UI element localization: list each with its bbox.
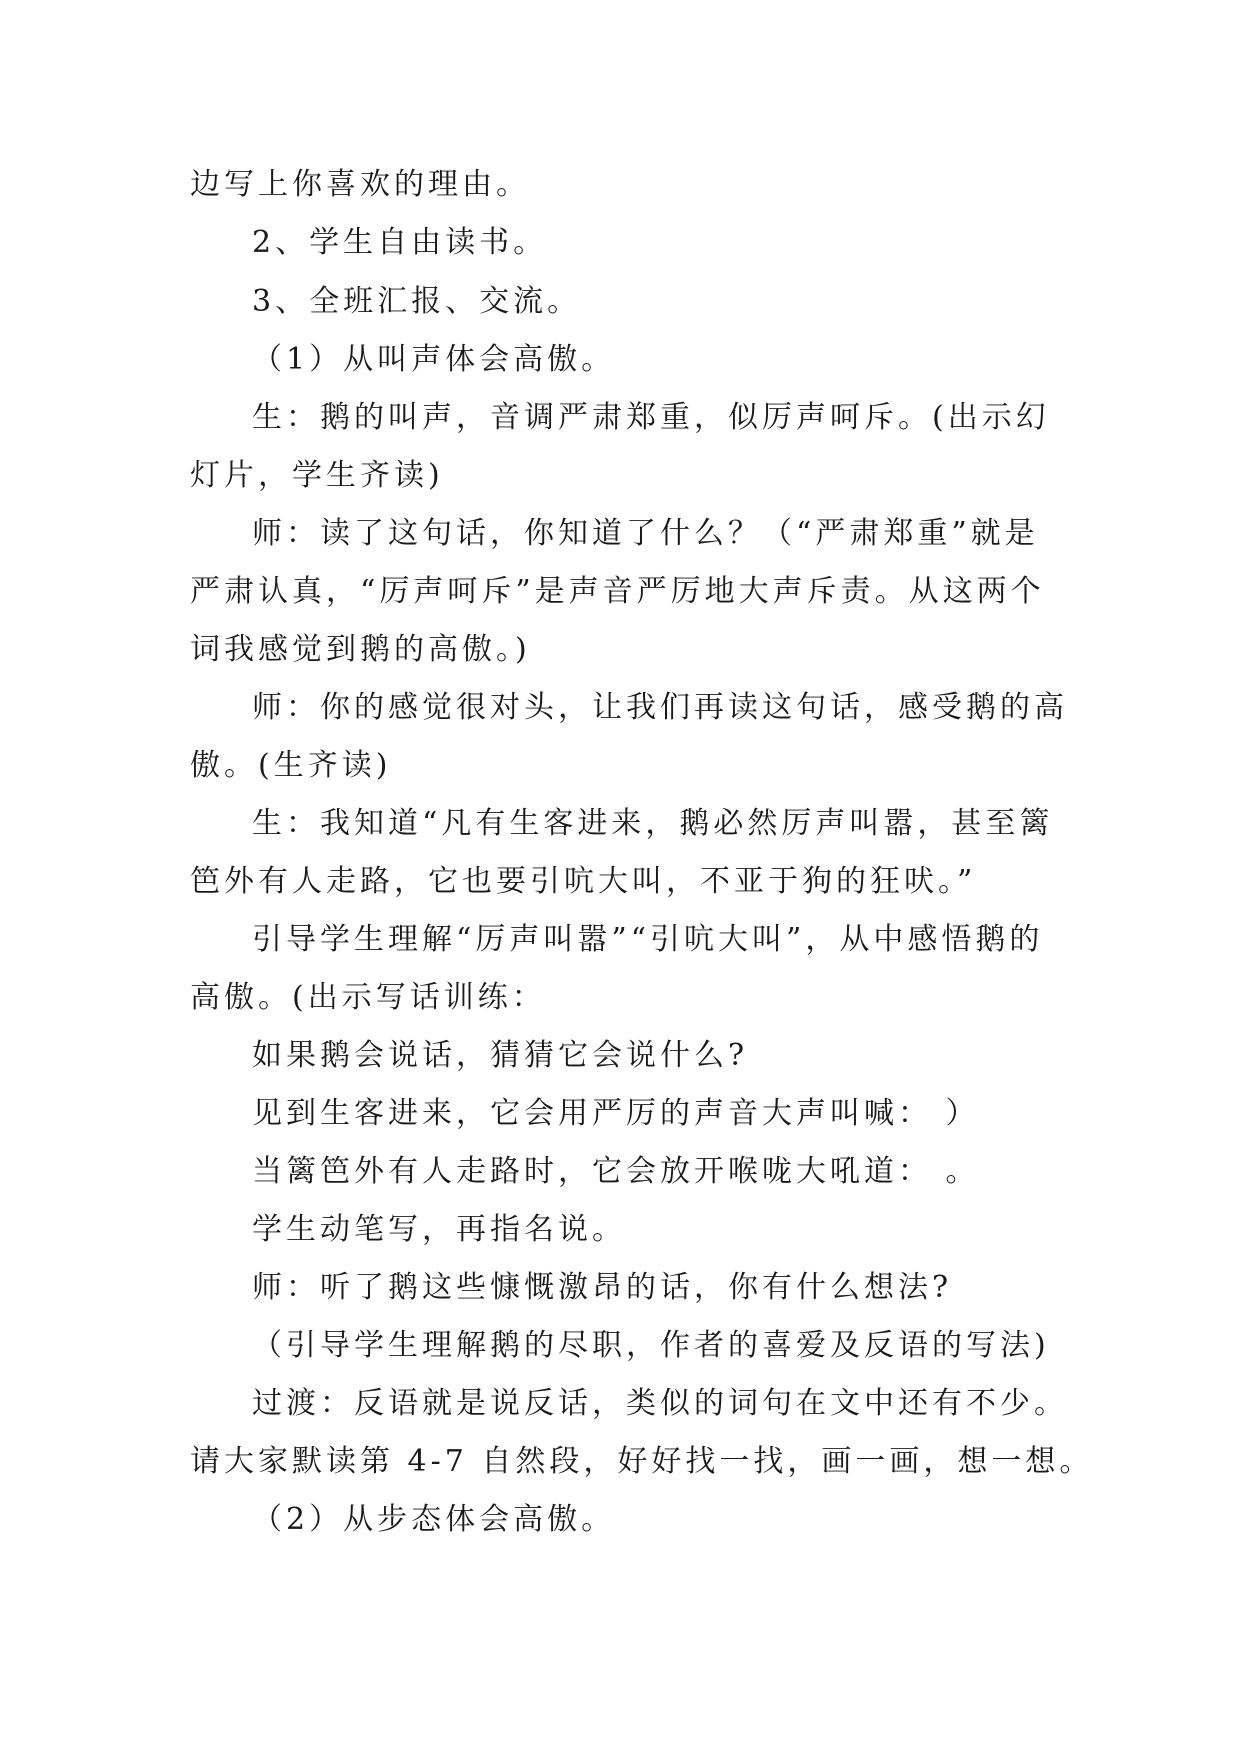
text-line: 师：读了这句话，你知道了什么？（“严肃郑重”就是 [252,516,1039,551]
text-line: 2、学生自由读书。 [252,225,548,260]
text-line: 师：听了鹅这些慷慨激昂的话，你有什么想法? [252,1270,953,1305]
text-line: 傲。(生齐读) [190,748,392,783]
text-line: 边写上你喜欢的理由。 [190,167,530,202]
text-line: 严肃认真，“厉声呵斥”是声音严厉地大声斥责。从这两个 [190,574,1045,609]
text-line: 如果鹅会说话，猜猜它会说什么? [252,1038,749,1073]
text-line: 生：鹅的叫声，音调严肃郑重，似厉声呵斥。(出示幻 [252,400,1050,435]
text-line: 笆外有人走路，它也要引吭大叫，不亚于狗的狂吠。” [190,864,977,899]
text-line: （引导学生理解鹅的尽职，作者的喜爱及反语的写法) [252,1328,1050,1363]
text-line: 请大家默读第 4-7 自然段，好好找一找，画一画，想一想。 [190,1444,1094,1479]
text-line: 当篱笆外有人走路时，它会放开喉咙大吼道： 。 [252,1154,980,1189]
text-line: 过渡：反语就是说反话，类似的词句在文中还有不少。 [252,1386,1068,1421]
text-line: （1）从叫声体会高傲。 [252,342,616,377]
text-line: 引导学生理解“厉声叫嚣”“引吭大叫”，从中感悟鹅的 [252,922,1044,957]
text-line: 灯片，学生齐读) [190,458,444,493]
text-line: 词我感觉到鹅的高傲。) [190,632,531,667]
text-line: 3、全班汇报、交流。 [252,284,582,319]
text-line: （2）从步态体会高傲。 [252,1502,616,1537]
text-line: 师：你的感觉很对头，让我们再读这句话，感受鹅的高 [252,690,1068,725]
text-line: 生：我知道“凡有生客进来，鹅必然厉声叫嚣，甚至篱 [252,806,1054,841]
text-line: 高傲。(出示写话训练： [190,980,546,1015]
text-line: 见到生客进来，它会用严厉的声音大声叫喊： ） [252,1096,980,1131]
text-line: 学生动笔写，再指名说。 [252,1212,626,1247]
